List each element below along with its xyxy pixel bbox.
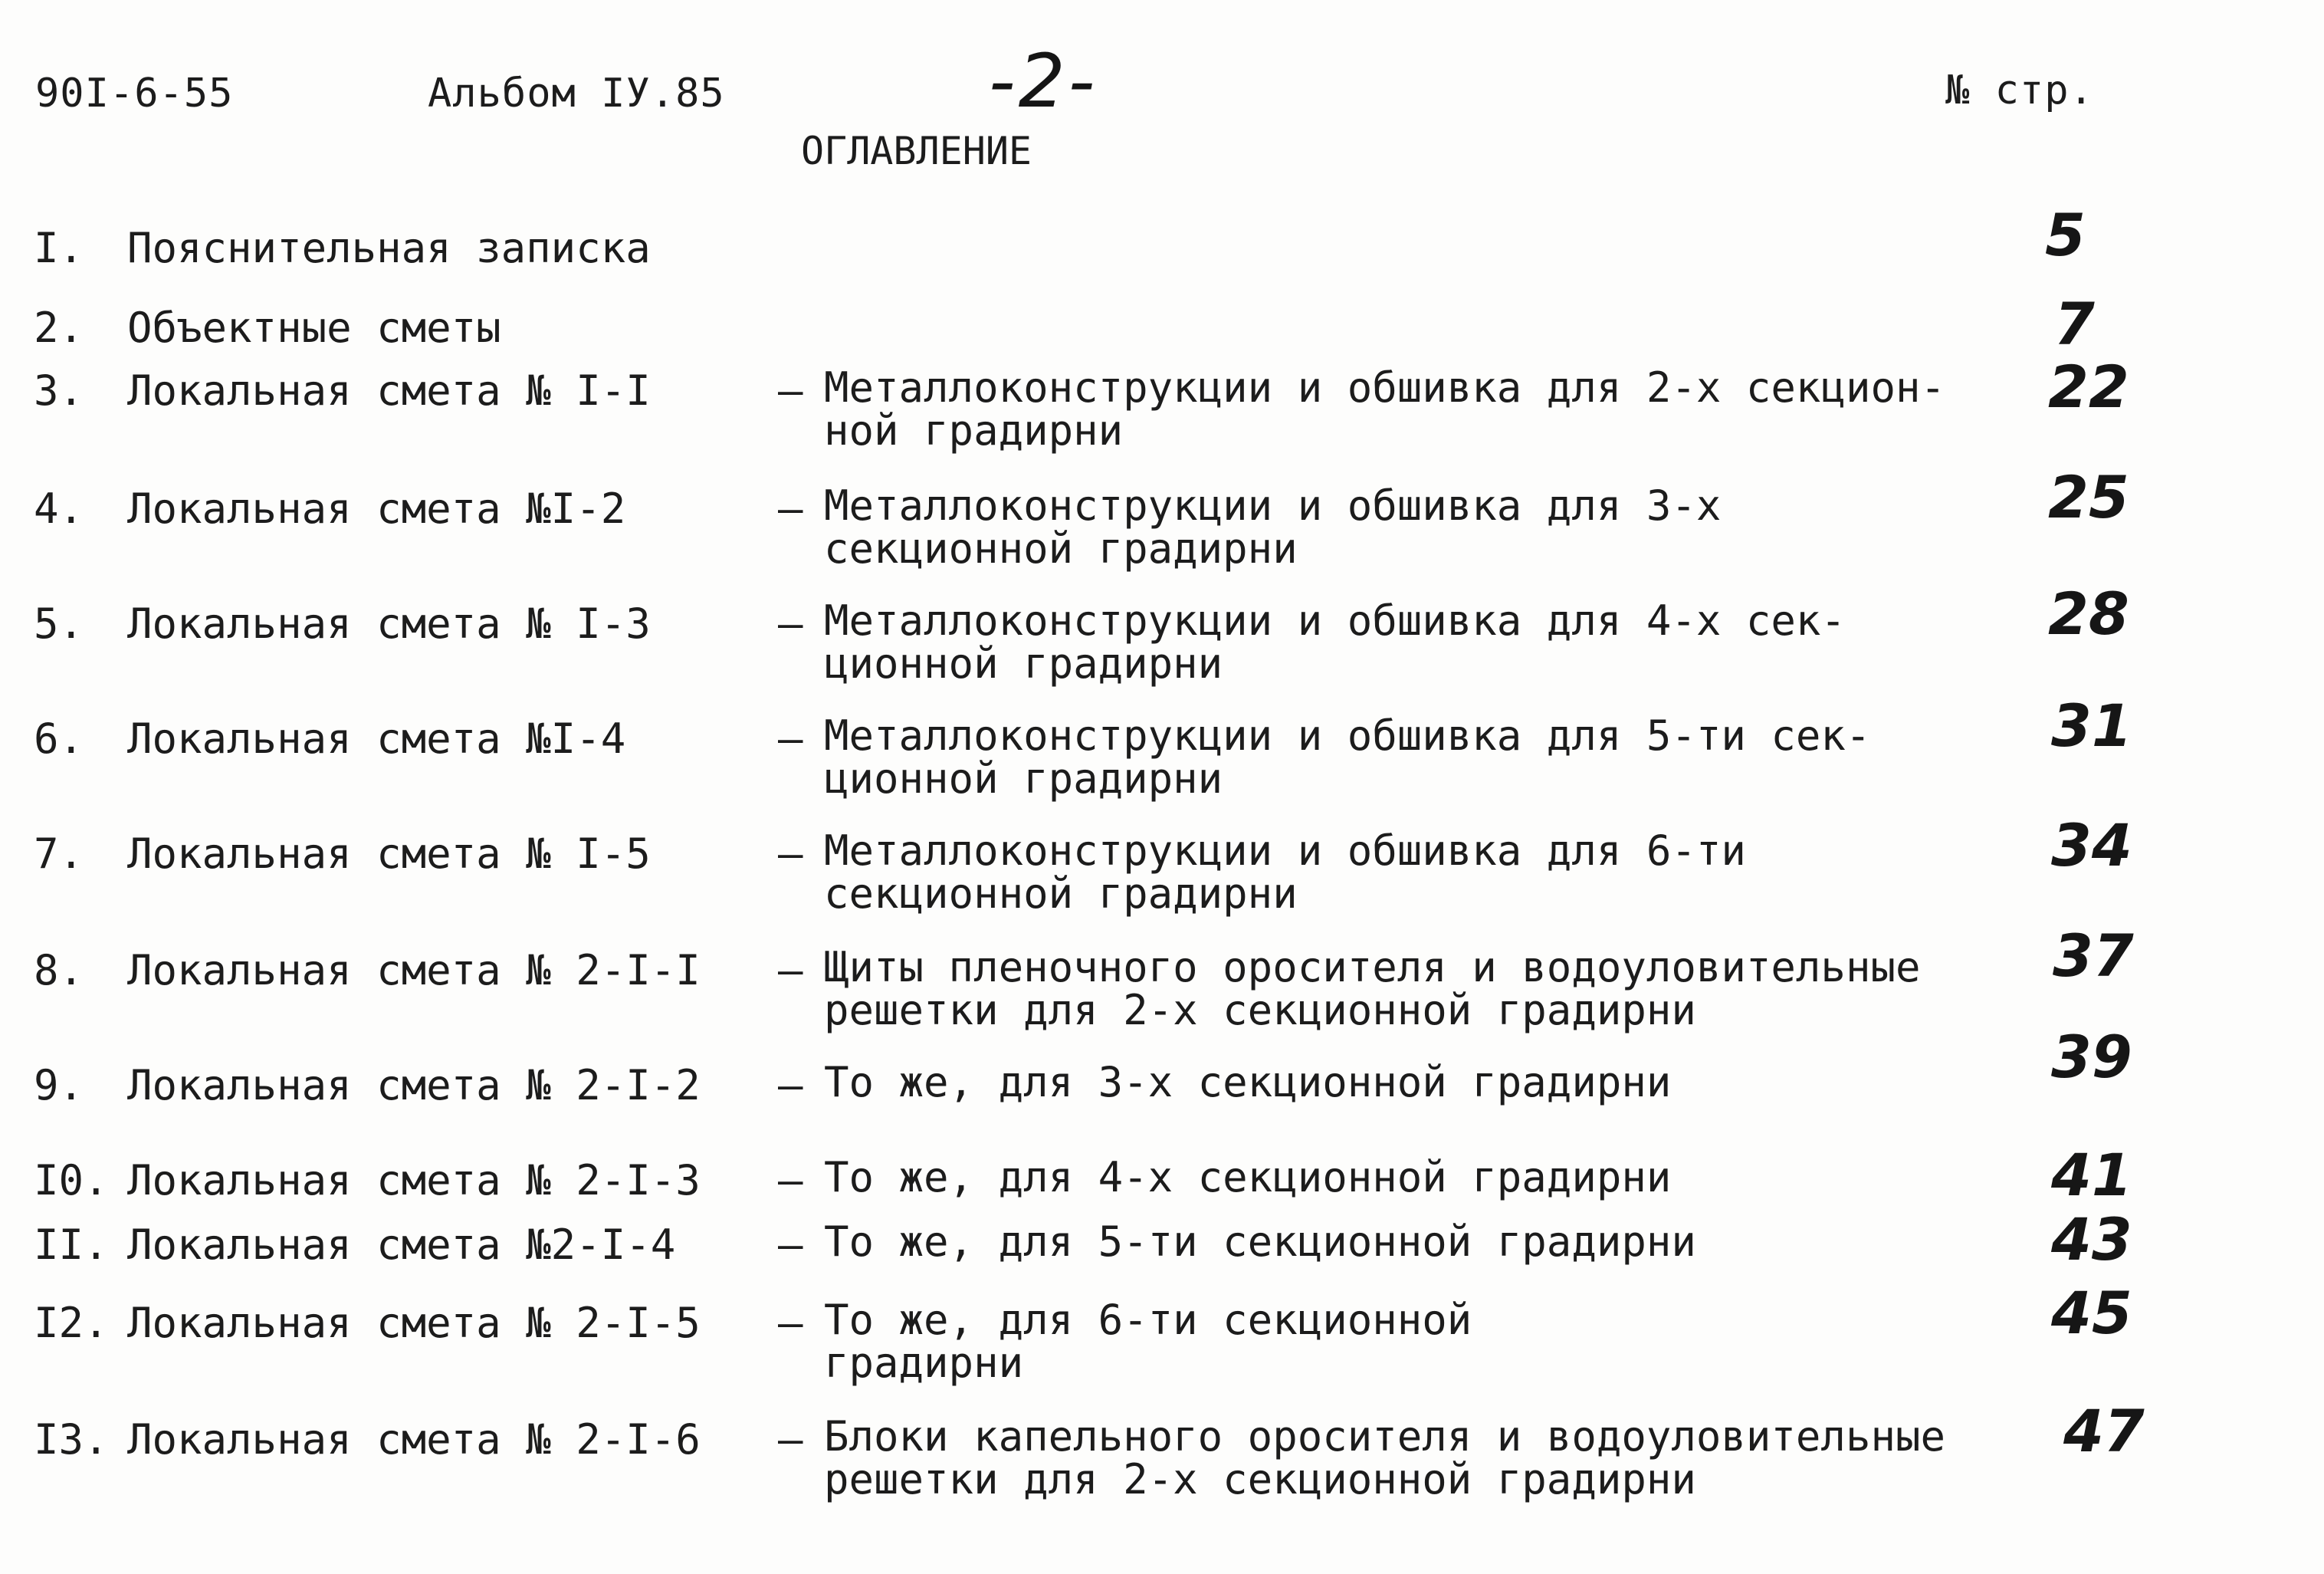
entry-description-line: Металлоконструкции и обшивка для 3-х <box>824 481 1722 530</box>
entry-name: Локальная смета № I-5 <box>127 830 651 878</box>
entry-description <box>824 1412 1945 1503</box>
entry-dash: – <box>778 600 803 648</box>
entry-description <box>824 1296 1472 1387</box>
entry-page: 31 <box>2051 692 2132 760</box>
entry-name: Локальная смета № 2-I-6 <box>127 1415 701 1464</box>
page-column-header: № стр. <box>1945 67 2094 113</box>
entry-number: 2. <box>34 304 84 352</box>
entry-name: Локальная смета № 2-I-3 <box>127 1156 701 1204</box>
entry-name: Локальная смета № 2-I-I <box>127 946 701 994</box>
entry-description-line: Щиты пленочного оросителя и водоуловительные <box>824 943 1921 991</box>
entry-name: Локальная смета № I-I <box>127 366 651 415</box>
entry-name: Локальная смета № 2-I-5 <box>127 1299 701 1347</box>
entry-description <box>824 1217 1696 1266</box>
entry-page: 28 <box>2048 580 2129 648</box>
entry-description-line: Блоки капельного оросителя и водоуловительные <box>824 1412 1945 1461</box>
entry-description-line: секционной градирни <box>824 869 1298 918</box>
entry-number: II. <box>34 1221 109 1269</box>
entry-page: 45 <box>2051 1279 2132 1347</box>
entry-description <box>824 943 1921 1034</box>
entry-page: 7 <box>2054 290 2095 358</box>
entry-name: Локальная смета № 2-I-2 <box>127 1061 701 1109</box>
entry-dash: – <box>778 1221 803 1269</box>
entry-dash: – <box>778 366 803 415</box>
entry-number: I0. <box>34 1156 109 1204</box>
entry-description-line: Металлоконструкции и обшивка для 2-х секцион- <box>824 363 1945 412</box>
entry-number: 7. <box>34 830 84 878</box>
entry-name: Объектные сметы <box>127 304 501 352</box>
entry-page: 22 <box>2048 353 2129 421</box>
entry-description <box>824 711 1871 803</box>
entry-name: Локальная смета №I-4 <box>127 715 626 763</box>
entry-dash: – <box>778 1061 803 1109</box>
entry-description-line: То же, для 6-ти секционной <box>824 1296 1472 1344</box>
entry-dash: – <box>778 946 803 994</box>
entry-description <box>824 363 1945 455</box>
document-code: 90I-6-55 <box>35 71 234 117</box>
entry-number: 4. <box>34 485 84 533</box>
entry-description-line: решетки для 2-х секционной градирни <box>824 986 1696 1034</box>
entry-page: 47 <box>2063 1397 2145 1465</box>
entry-dash: – <box>778 1415 803 1464</box>
entry-page: 37 <box>2053 922 2134 990</box>
entry-page: 25 <box>2048 463 2129 531</box>
entry-description-line: То же, для 3-х секционной градирни <box>824 1058 1672 1106</box>
entry-name: Локальная смета №I-2 <box>127 485 626 533</box>
entry-dash: – <box>778 485 803 533</box>
entry-number: 3. <box>34 366 84 415</box>
entry-description-line: секционной градирни <box>824 524 1298 573</box>
entry-dash: – <box>778 1299 803 1347</box>
entry-page: 5 <box>2045 201 2086 269</box>
entry-page: 34 <box>2051 811 2132 879</box>
entry-description-line: ционной градирни <box>824 754 1223 803</box>
entry-description-line: Металлоконструкции и обшивка для 4-х сек- <box>824 596 1846 645</box>
entry-description <box>824 1153 1672 1201</box>
entry-page: 39 <box>2051 1023 2132 1091</box>
entry-number: 5. <box>34 600 84 648</box>
entry-number: 8. <box>34 946 84 994</box>
entry-description <box>824 596 1846 688</box>
entry-number: I. <box>34 224 84 272</box>
entry-description-line: градирни <box>824 1339 1024 1387</box>
entry-name: Пояснительная записка <box>127 224 651 272</box>
entry-description <box>824 826 1746 918</box>
entry-description <box>824 1058 1672 1106</box>
entry-page: 41 <box>2051 1141 2132 1209</box>
entry-name: Локальная смета №2-I-4 <box>127 1221 676 1269</box>
entry-description-line: ной градирни <box>824 406 1124 455</box>
entry-dash: – <box>778 715 803 763</box>
entry-description-line: решетки для 2-х секционной градирни <box>824 1455 1696 1503</box>
entry-description <box>824 481 1722 573</box>
entry-number: 6. <box>34 715 84 763</box>
entry-page: 43 <box>2051 1205 2132 1273</box>
entry-description-line: Металлоконструкции и обшивка для 5-ти сек- <box>824 711 1871 760</box>
entry-number: I2. <box>34 1299 109 1347</box>
entry-description-line: То же, для 4-х секционной градирни <box>824 1153 1672 1201</box>
entry-description-line: ционной градирни <box>824 639 1223 688</box>
entry-number: 9. <box>34 1061 84 1109</box>
entry-description-line: Металлоконструкции и обшивка для 6-ти <box>824 826 1746 875</box>
album-label: Альбом IУ.85 <box>428 71 725 117</box>
entry-number: I3. <box>34 1415 109 1464</box>
page-title: ОГЛАВЛЕНИЕ <box>801 129 1032 173</box>
entry-dash: – <box>778 1156 803 1204</box>
entry-name: Локальная смета № I-3 <box>127 600 651 648</box>
page-number: -2- <box>989 38 1098 124</box>
entry-dash: – <box>778 830 803 878</box>
entry-description-line: То же, для 5-ти секционной градирни <box>824 1217 1696 1266</box>
